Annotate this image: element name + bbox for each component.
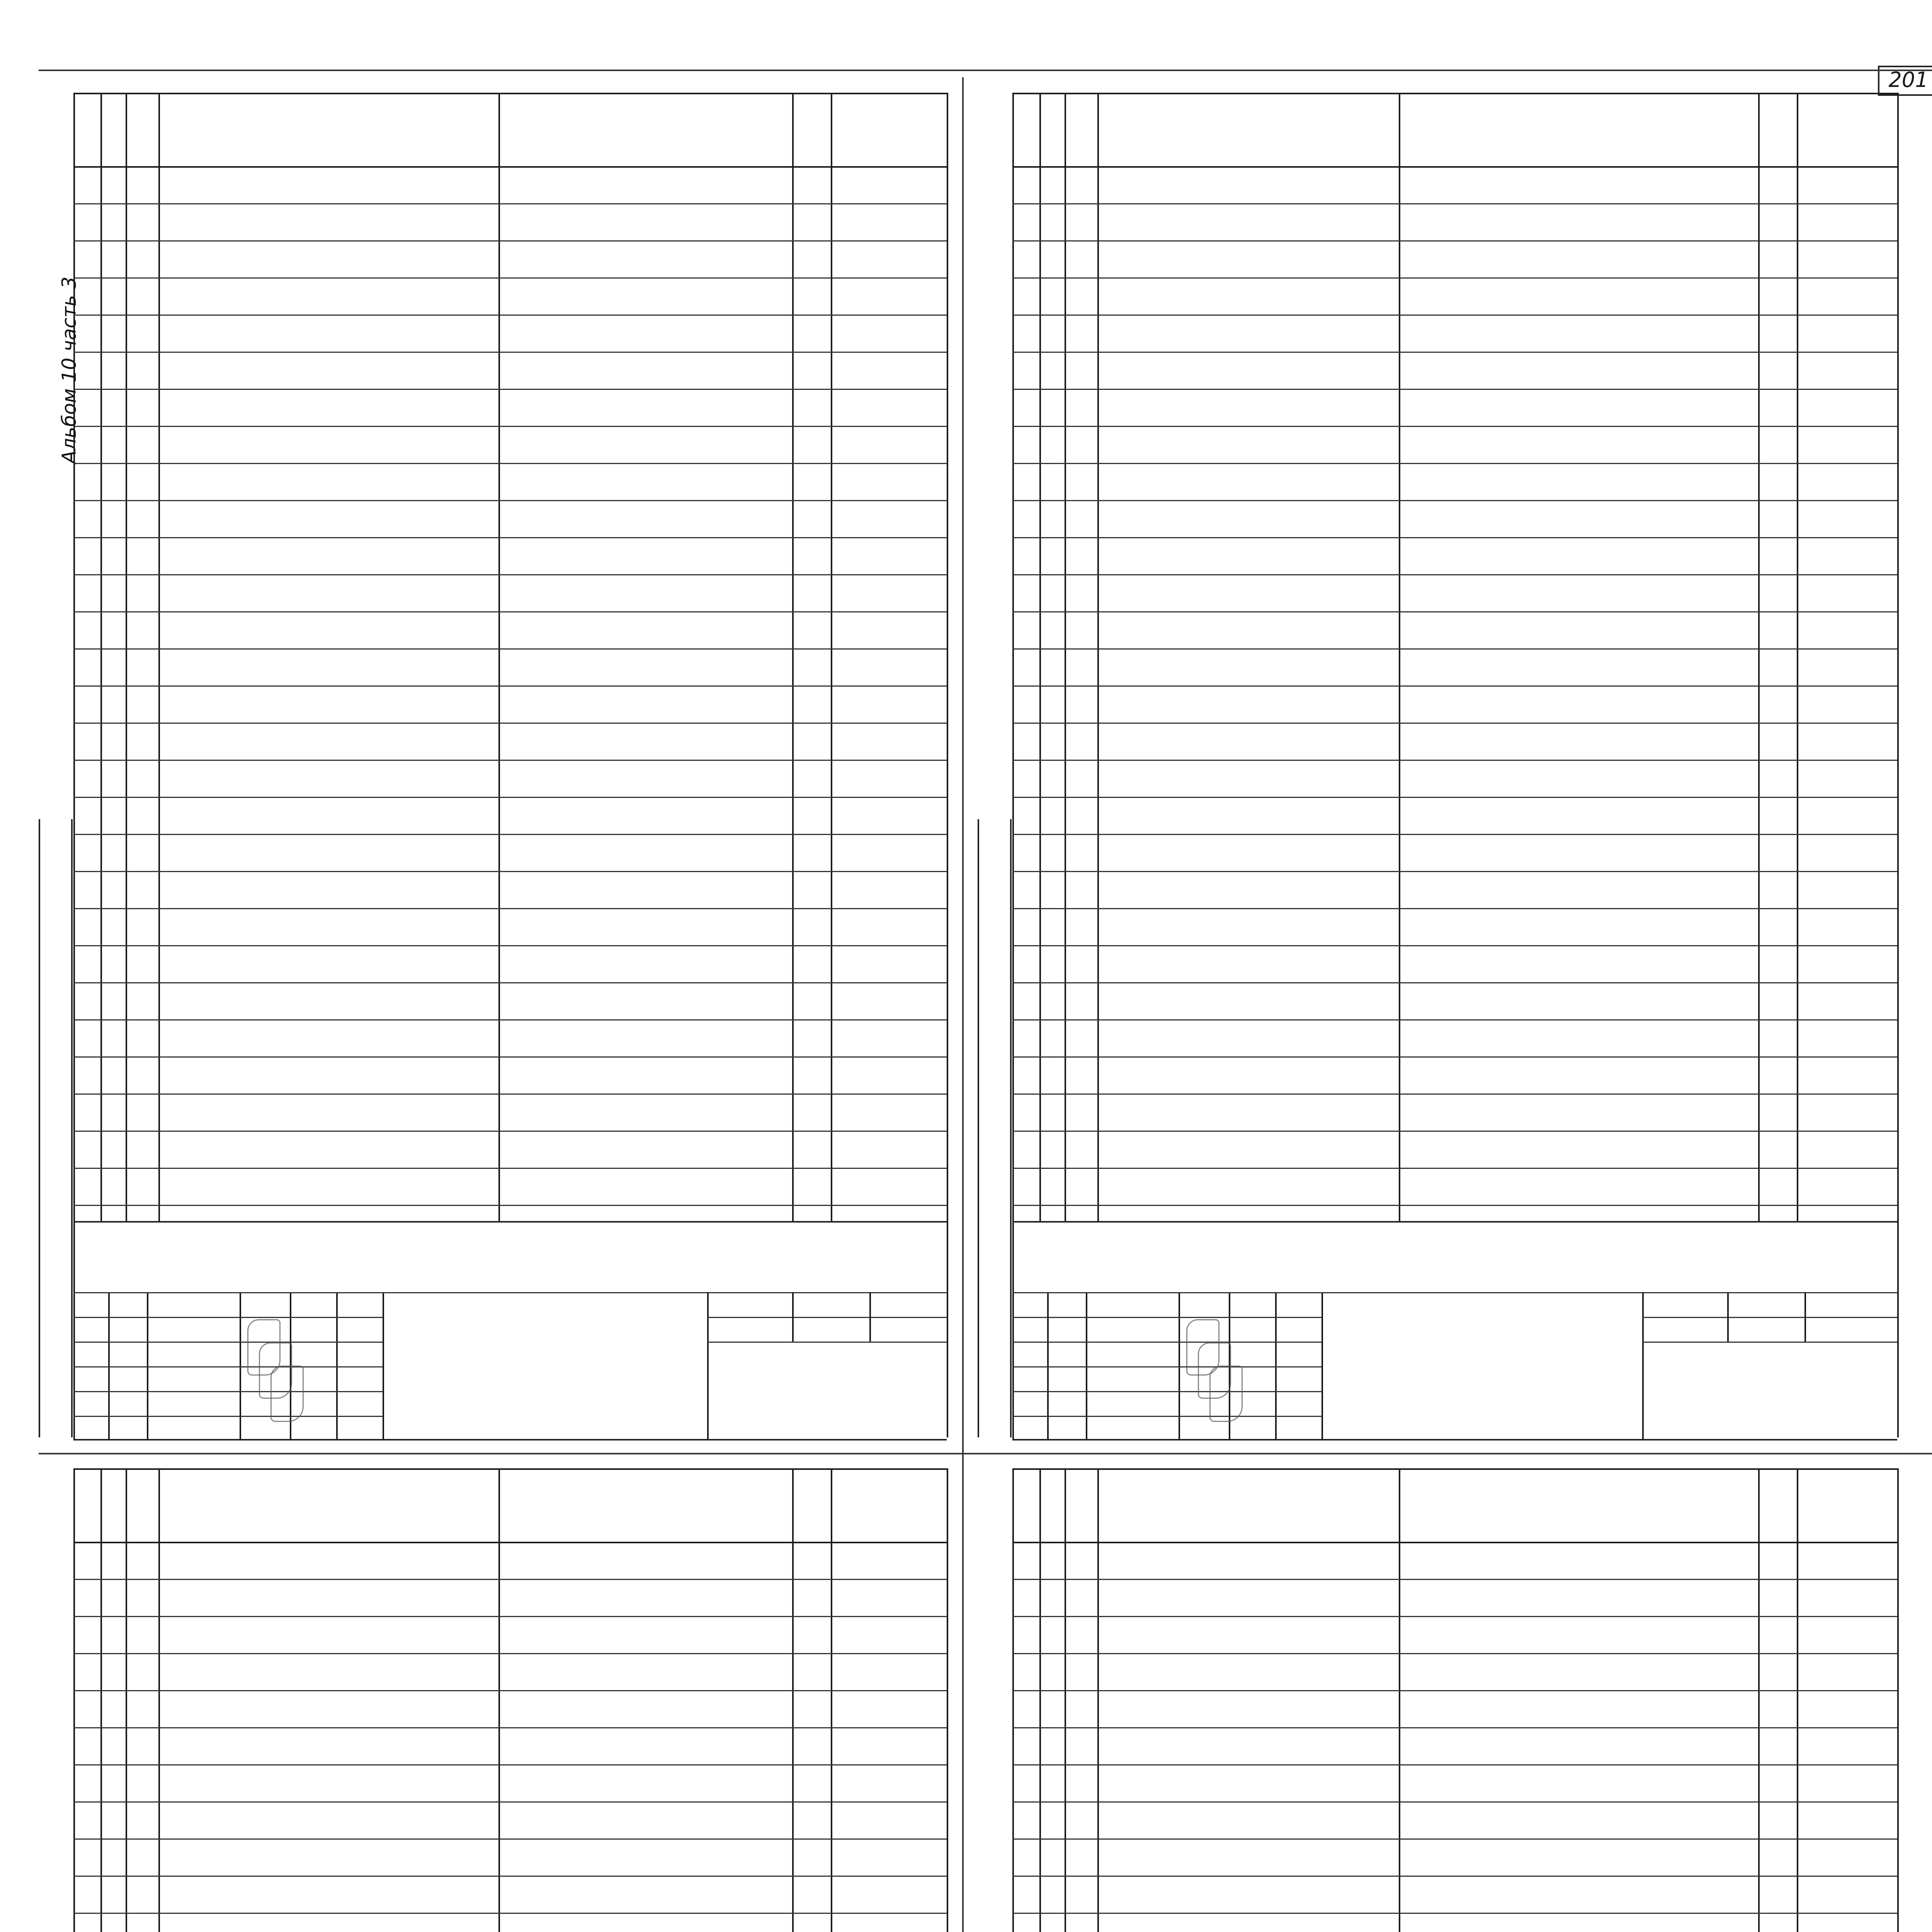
row-rule [73,611,947,612]
row-rule [1012,203,1897,204]
row-rule [73,797,947,798]
row-rule [1012,240,1897,242]
column-rule [792,93,794,1221]
header-rule [73,166,947,168]
tb-row-rule [1012,1416,1321,1417]
tb-rule [1804,1292,1806,1342]
row-rule [1012,352,1897,353]
spec-sheet-2 [1012,93,1897,1437]
column-rule [1758,93,1760,1221]
column-rule [1012,1468,1014,1932]
column-rule [792,1468,794,1932]
column-rule [1039,1468,1041,1932]
row-rule [73,352,947,353]
tb-rule [1275,1292,1277,1439]
title-block [1012,1221,1897,1440]
row-rule [1012,723,1897,724]
row-rule [1012,1727,1897,1728]
horizontal-separator [39,1453,1932,1454]
column-rule [1897,1468,1899,1932]
column-rule [100,93,102,1221]
signature-mark [270,1366,304,1422]
vertical-separator [962,77,964,1932]
row-rule [1012,834,1897,835]
top-rule [73,93,947,94]
column-rule [73,1468,75,1932]
album-label: Альбом 10 часть 3 [58,276,80,464]
spec-sheet-3 [73,1468,947,1932]
row-rule [1012,500,1897,501]
tb-row-rule [73,1366,383,1367]
row-rule [1012,871,1897,872]
row-rule [73,1876,947,1877]
row-rule [73,1168,947,1169]
row-rule [1012,1838,1897,1840]
row-rule [1012,537,1897,538]
column-rule [1012,93,1014,1221]
row-rule [73,1801,947,1803]
row-rule [1012,1764,1897,1765]
column-rule [498,1468,500,1932]
row-rule [1012,1913,1897,1914]
row-rule [1012,1056,1897,1058]
row-rule [73,760,947,761]
column-rule [1097,93,1099,1221]
tb-rule [707,1342,947,1343]
tb-rule [1321,1292,1323,1439]
row-rule [73,315,947,316]
column-rule [1039,93,1041,1221]
row-rule [73,426,947,427]
row-rule [1012,1653,1897,1654]
header-rule [1012,166,1897,168]
tb-rule [1642,1292,1644,1439]
tb-rule [707,1292,709,1439]
row-rule [73,203,947,204]
tb-row-rule [73,1416,383,1417]
tb-rule [1012,1223,1014,1439]
tb-row-rule [1012,1366,1321,1367]
tb-row-rule [73,1292,383,1293]
spec-sheet-4 [1012,1468,1897,1932]
row-rule [1012,908,1897,909]
row-rule [1012,685,1897,687]
spec-sheet-1 [73,93,947,1437]
row-rule [1012,574,1897,575]
row-rule [73,1838,947,1840]
column-rule [1097,1468,1099,1932]
tb-row-rule [73,1317,383,1318]
column-rule [126,1468,127,1932]
row-rule [73,1205,947,1206]
tb-row-rule [73,1391,383,1392]
row-rule [1012,760,1897,761]
row-rule [73,1131,947,1132]
column-rule [831,93,832,1221]
top-rule [73,1468,947,1470]
tb-row-rule [1012,1292,1321,1293]
tb-rule [108,1292,110,1439]
tb-row-rule [1012,1317,1321,1318]
row-rule [73,1764,947,1765]
column-rule [158,1468,160,1932]
row-rule [1012,277,1897,279]
header-rule [73,1542,947,1543]
column-rule [1797,93,1798,1221]
row-rule [1012,1579,1897,1580]
row-rule [1012,463,1897,464]
column-rule [1399,1468,1400,1932]
row-rule [73,1690,947,1691]
row-rule [73,648,947,650]
row-rule [1012,1131,1897,1132]
row-rule [1012,315,1897,316]
row-rule [1012,426,1897,427]
left-stamp-strip [978,819,1012,1437]
tb-row-rule [73,1342,383,1343]
left-stamp-strip [39,819,73,1437]
row-rule [73,982,947,983]
row-rule [1012,1801,1897,1803]
row-rule [1012,797,1897,798]
row-rule [1012,1616,1897,1617]
row-rule [73,500,947,501]
header-rule [1012,1542,1897,1543]
row-rule [1012,945,1897,946]
row-rule [1012,648,1897,650]
column-rule [831,1468,832,1932]
column-rule [100,1468,102,1932]
column-rule [126,93,127,1221]
row-rule [73,1653,947,1654]
tb-rule [707,1317,947,1318]
row-rule [73,1056,947,1058]
column-rule [158,93,160,1221]
row-rule [73,389,947,390]
row-rule [1012,1690,1897,1691]
row-rule [73,1019,947,1020]
row-rule [73,1579,947,1580]
signature-mark [1209,1366,1243,1422]
top-rule [1012,1468,1897,1470]
row-rule [1012,1019,1897,1020]
row-rule [73,945,947,946]
tb-row-rule [1012,1342,1321,1343]
row-rule [73,1616,947,1617]
tb-rule [1727,1292,1729,1342]
column-rule [947,1468,948,1932]
column-rule [947,93,948,1437]
tb-row-rule [1012,1391,1321,1392]
column-rule [1758,1468,1760,1932]
tb-rule [792,1292,794,1342]
row-rule [73,1094,947,1095]
row-rule [73,1727,947,1728]
tb-rule [336,1292,338,1439]
row-rule [73,574,947,575]
column-rule [1797,1468,1798,1932]
row-rule [73,277,947,279]
column-rule [1065,93,1066,1221]
row-rule [73,723,947,724]
top-rule [1012,93,1897,94]
row-rule [73,537,947,538]
row-rule [1012,1168,1897,1169]
row-rule [73,871,947,872]
row-rule [73,463,947,464]
column-rule [1399,93,1400,1221]
row-rule [73,1913,947,1914]
page-number: 201 [1878,66,1932,96]
tb-rule [1047,1292,1049,1439]
column-rule [73,93,75,1221]
row-rule [1012,389,1897,390]
tb-rule [1179,1292,1180,1439]
tb-rule [1086,1292,1087,1439]
tb-rule [73,1223,75,1439]
title-block [73,1221,947,1440]
tb-code-rule [1321,1292,1897,1293]
tb-code-rule [383,1292,947,1293]
row-rule [73,908,947,909]
row-rule [73,685,947,687]
row-rule [1012,1094,1897,1095]
column-rule [1897,93,1899,1437]
row-rule [1012,1205,1897,1206]
tb-rule [1642,1317,1897,1318]
row-rule [1012,1876,1897,1877]
tb-rule [869,1292,871,1342]
row-rule [73,834,947,835]
column-rule [498,93,500,1221]
tb-rule [1642,1342,1897,1343]
column-rule [1065,1468,1066,1932]
tb-rule [240,1292,241,1439]
row-rule [1012,982,1897,983]
row-rule [1012,611,1897,612]
row-rule [73,240,947,242]
tb-rule [383,1292,384,1439]
tb-rule [147,1292,148,1439]
top-rule [39,70,1932,71]
